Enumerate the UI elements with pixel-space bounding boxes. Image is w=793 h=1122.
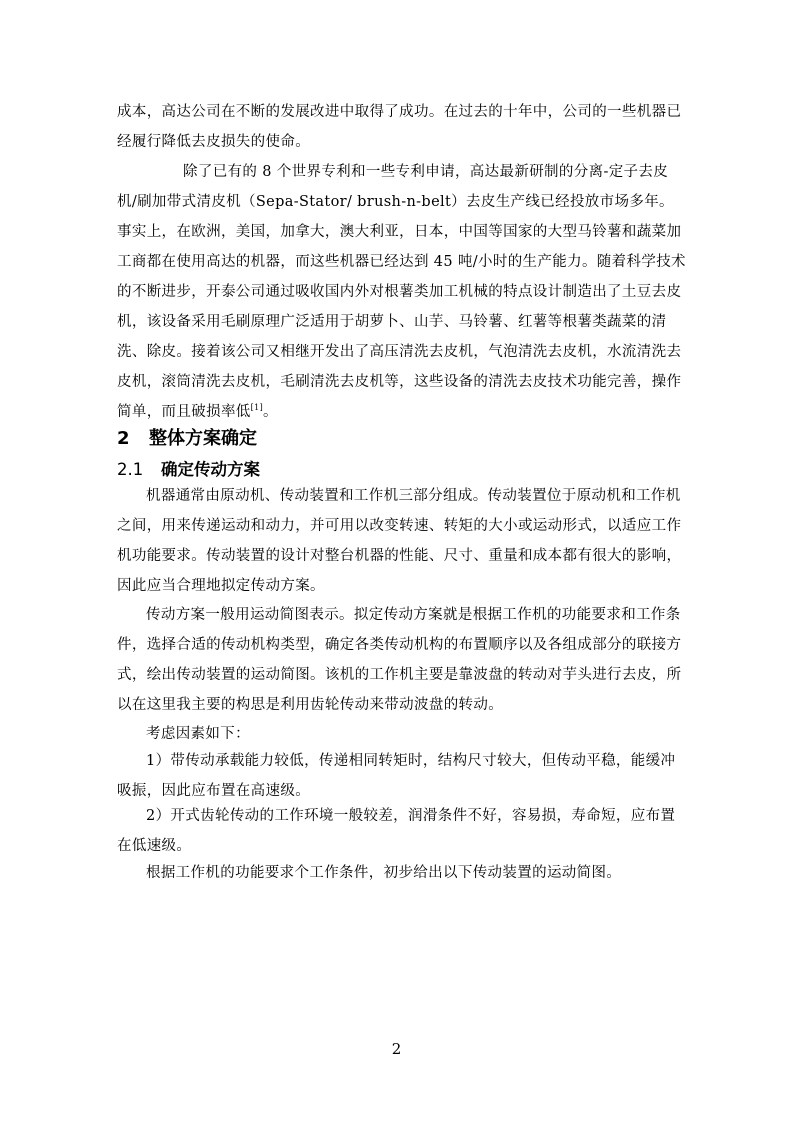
citation-ref: [1] [250,403,264,413]
paragraph-scheme: 传动方案一般用运动简图表示。拟定传动方案就是根据工作机的功能要求和工作条件，选择合适的传动机构类型，确定各类传动机构的布置顺序以及各组成部分的联接方式，绘出传动装置的运动简图。该机的工作机主要是靠波盘的转动对芋头进行去皮，所以在这里我主要的构思是利用齿轮传动来带动波盘的转动。 [117,607,682,713]
page-number: 2 [391,1040,402,1058]
paragraph-patents-text: 除了已有的 8 个世界专利和一些专利申请，高达最新研制的分离-定子去皮机/刷加带式清皮机（Sepa-Stator/ brush-n-belt）去皮生产线已经投放市场多年。事实上，在欧洲，美国，加拿大，澳大利亚，日本，中国等国家的大型马铃薯和蔬菜加工商都在使用高达的机器，而这些机器已经达到 45 吨/小时的生产能力。随着科学技术的不断进步，开泰公司通过吸收国内外对根薯类加工机械的特点设计制造出了土豆去皮机，该设备采用毛刷原理广泛适用于胡萝卜、山芋、马铃薯、红薯等根薯类蔬菜的清洗、除皮。接着该公司又相继开发出了高压清洗去皮机，气泡清洗去皮机，水流清洗去皮机，滚筒清洗去皮机，毛刷清洗去皮机等，这些设备的清洗去皮技术功能完善，操作简单，而且破损率低 [117,164,686,420]
subsection-title: 确定传动方案 [161,460,260,479]
paragraph-patents-end: 。 [263,404,278,420]
paragraph-factor-2: 2）开式齿轮传动的工作环境一般较差，润滑条件不好，容易损，寿命短，应布置在低速级。 [117,808,676,854]
section-title: 整体方案确定 [149,428,257,449]
paragraph-transmission-intro: 机器通常由原动机、传动装置和工作机三部分组成。传动装置位于原动机和工作机之间，用来传递运动和动力，并可用以改变转速、转矩的大小或运动形式，以适应工作机功能要求。传动装置的设计对整台机器的性能、尺寸、重量和成本都有很大的影响，因此应当合理地拟定传动方案。 [117,488,682,594]
section-heading [117,424,257,450]
section-number: 2 [117,428,130,449]
subsection-number: 2.1 [117,460,144,479]
paragraph-factor-1: 1）带传动承载能力较低，传递相同转矩时，结构尺寸较大，但传动平稳，能缓冲吸振，因此应布置在高速级。 [117,753,676,799]
paragraph-patents [117,157,687,427]
subsection-heading [117,456,260,480]
paragraph-factors-intro: 考虑因素如下： [146,726,250,742]
paragraph-conclusion: 根据工作机的功能要求个工作条件，初步给出以下传动装置的运动简图。 [146,865,622,881]
paragraph-intro-continuation: 成本，高达公司在不断的发展改进中取得了成功。在过去的十年中，公司的一些机器已经履行降低去皮损失的使命。 [117,104,682,150]
